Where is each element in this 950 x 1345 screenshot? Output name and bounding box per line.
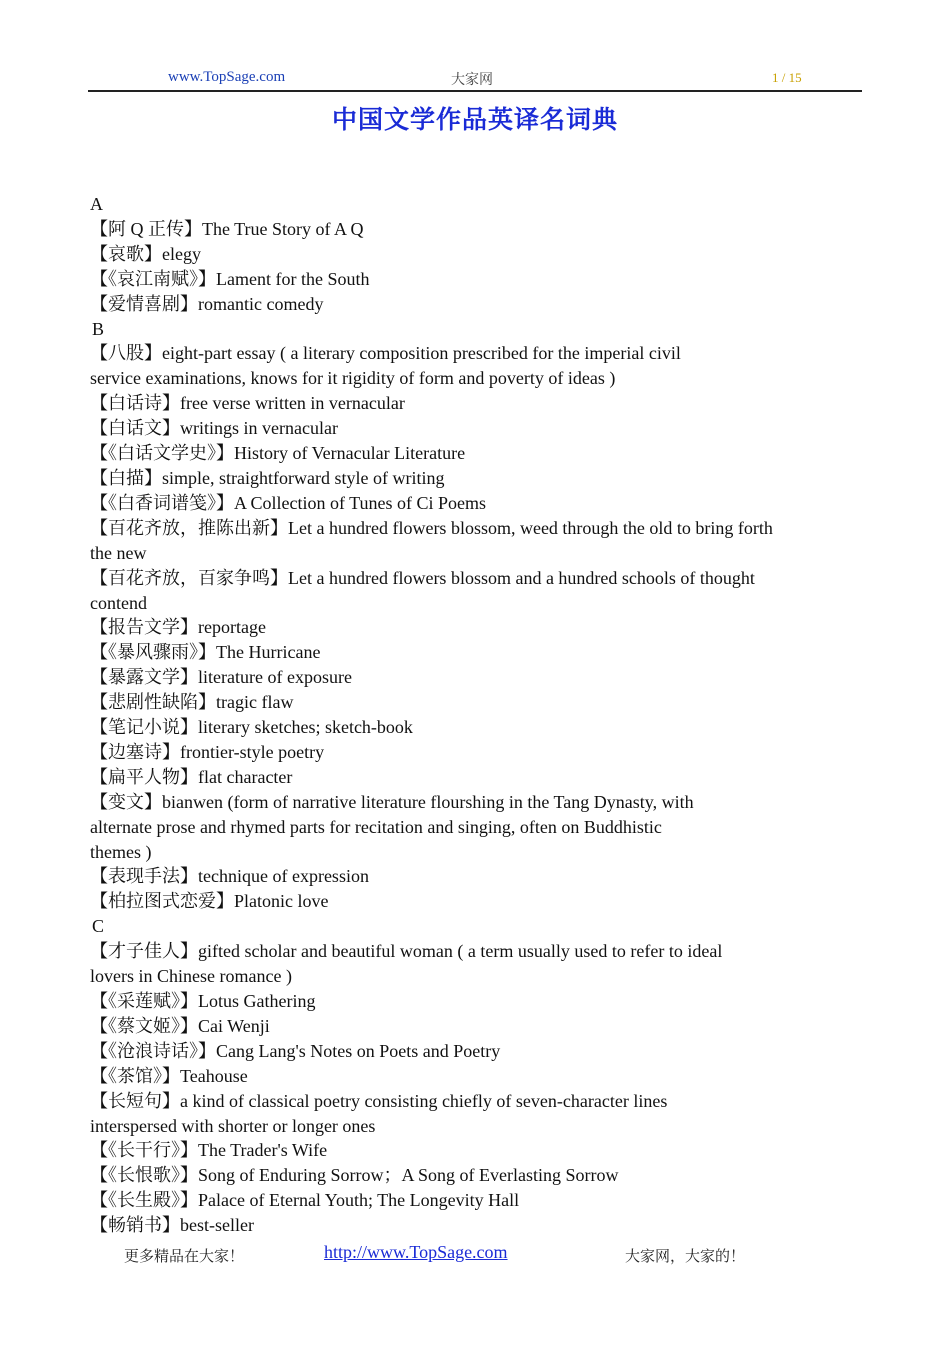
entry-line: 【柏拉图式恋爱】Platonic love [90,891,329,912]
entry-line: contend [90,592,147,613]
document-title: 中国文学作品英译名词典 [331,105,618,134]
entry-line: the new [90,542,147,563]
entry-line: 【畅销书】best-seller [90,1215,254,1236]
entry-line: 【百花齐放，推陈出新】Let a hundred flowers blossom, weed through the old to bring forth [90,517,773,538]
entry-line: 【白描】simple, straightforward style of writing [90,467,445,488]
entry-line: 【《采莲赋》】Lotus Gathering [90,991,316,1011]
entry-line: alternate prose and rhymed parts for recitation and singing, often on Buddhistic [90,816,662,837]
entry-line: 【哀歌】elegy [90,243,201,264]
entry-line: 【《长恨歌》】Song of Enduring Sorrow；A Song of Everlasting Sorrow [90,1165,619,1186]
header-site-link[interactable]: www.TopSage.com [168,69,286,85]
entry-line: 【变文】bianwen (form of narrative literature flourshing in the Tang Dynasty, with [90,791,694,812]
entry-line: 【扁平人物】flat character [90,766,293,787]
entry-line: 【边塞诗】frontier-style poetry [90,741,325,762]
footer-slogan: 大家网，大家的！ [625,1247,746,1265]
page-header [88,64,862,92]
entry-line: 【百花齐放，百家争鸣】Let a hundred flowers blossom and a hundred schools of thought [90,567,755,588]
section-letter-c: C [92,916,105,937]
entry-line: 【笔记小说】literary sketches; sketch-book [90,717,413,738]
entry-line: 【暴露文学】literature of exposure [90,667,352,688]
entry-line: 【报告文学】reportage [90,617,266,638]
entry-line: 【白话文】writings in vernacular [90,418,338,439]
entry-line: interspersed with shorter or longer ones [90,1115,376,1136]
entry-line: 【《长干行》】The Trader's Wife [90,1140,328,1161]
page-indicator: 1 / 15 [772,70,802,85]
page-footer [0,1240,950,1268]
entry-line: 【《茶馆》】Teahouse [90,1065,248,1086]
dictionary-entries [90,192,830,1238]
entry-line: 【八股】eight-part essay ( a literary composition prescribed for the imperial civil [90,343,681,364]
entry-line: 【《暴风骤雨》】The Hurricane [90,642,321,663]
entry-line: 【《白话文学史》】History of Vernacular Literature [90,443,466,464]
entry-line: 【《哀江南赋》】Lament for the South [90,268,370,289]
footer-more-text: 更多精品在大家！ [124,1247,245,1265]
entry-line: 【悲剧性缺陷】tragic flaw [90,692,294,713]
entry-line: 【《沧浪诗话》】Cang Lang's Notes on Poets and Poetry [90,1040,501,1061]
section-letter-a: A [90,194,103,214]
entry-line: service examinations, knows for it rigidity of form and poverty of ideas ) [90,368,616,389]
entry-line: 【阿 Q 正传】The True Story of A Q [90,218,364,239]
entry-line: 【爱情喜剧】romantic comedy [90,293,324,314]
entry-line: 【《蔡文姬》】Cai Wenji [90,1015,270,1036]
entry-line: 【《长生殿》】Palace of Eternal Youth; The Longevity Hall [90,1190,520,1211]
header-site-name: 大家网 [451,72,493,88]
entry-line: 【表现手法】technique of expression [90,866,369,887]
footer-site-link[interactable]: http://www.TopSage.com [324,1242,508,1262]
entry-line: 【长短句】a kind of classical poetry consisting chiefly of seven-character lines [90,1090,668,1111]
entry-line: 【《白香词谱笺》】A Collection of Tunes of Ci Poems [90,492,487,513]
entry-line: themes ) [90,841,152,862]
entry-line: 【白话诗】free verse written in vernacular [90,393,405,414]
entry-line: 【才子佳人】gifted scholar and beautiful woman ( a term usually used to refer to ideal [90,941,723,962]
section-letter-b: B [92,318,105,339]
entry-line: lovers in Chinese romance ) [90,966,292,987]
